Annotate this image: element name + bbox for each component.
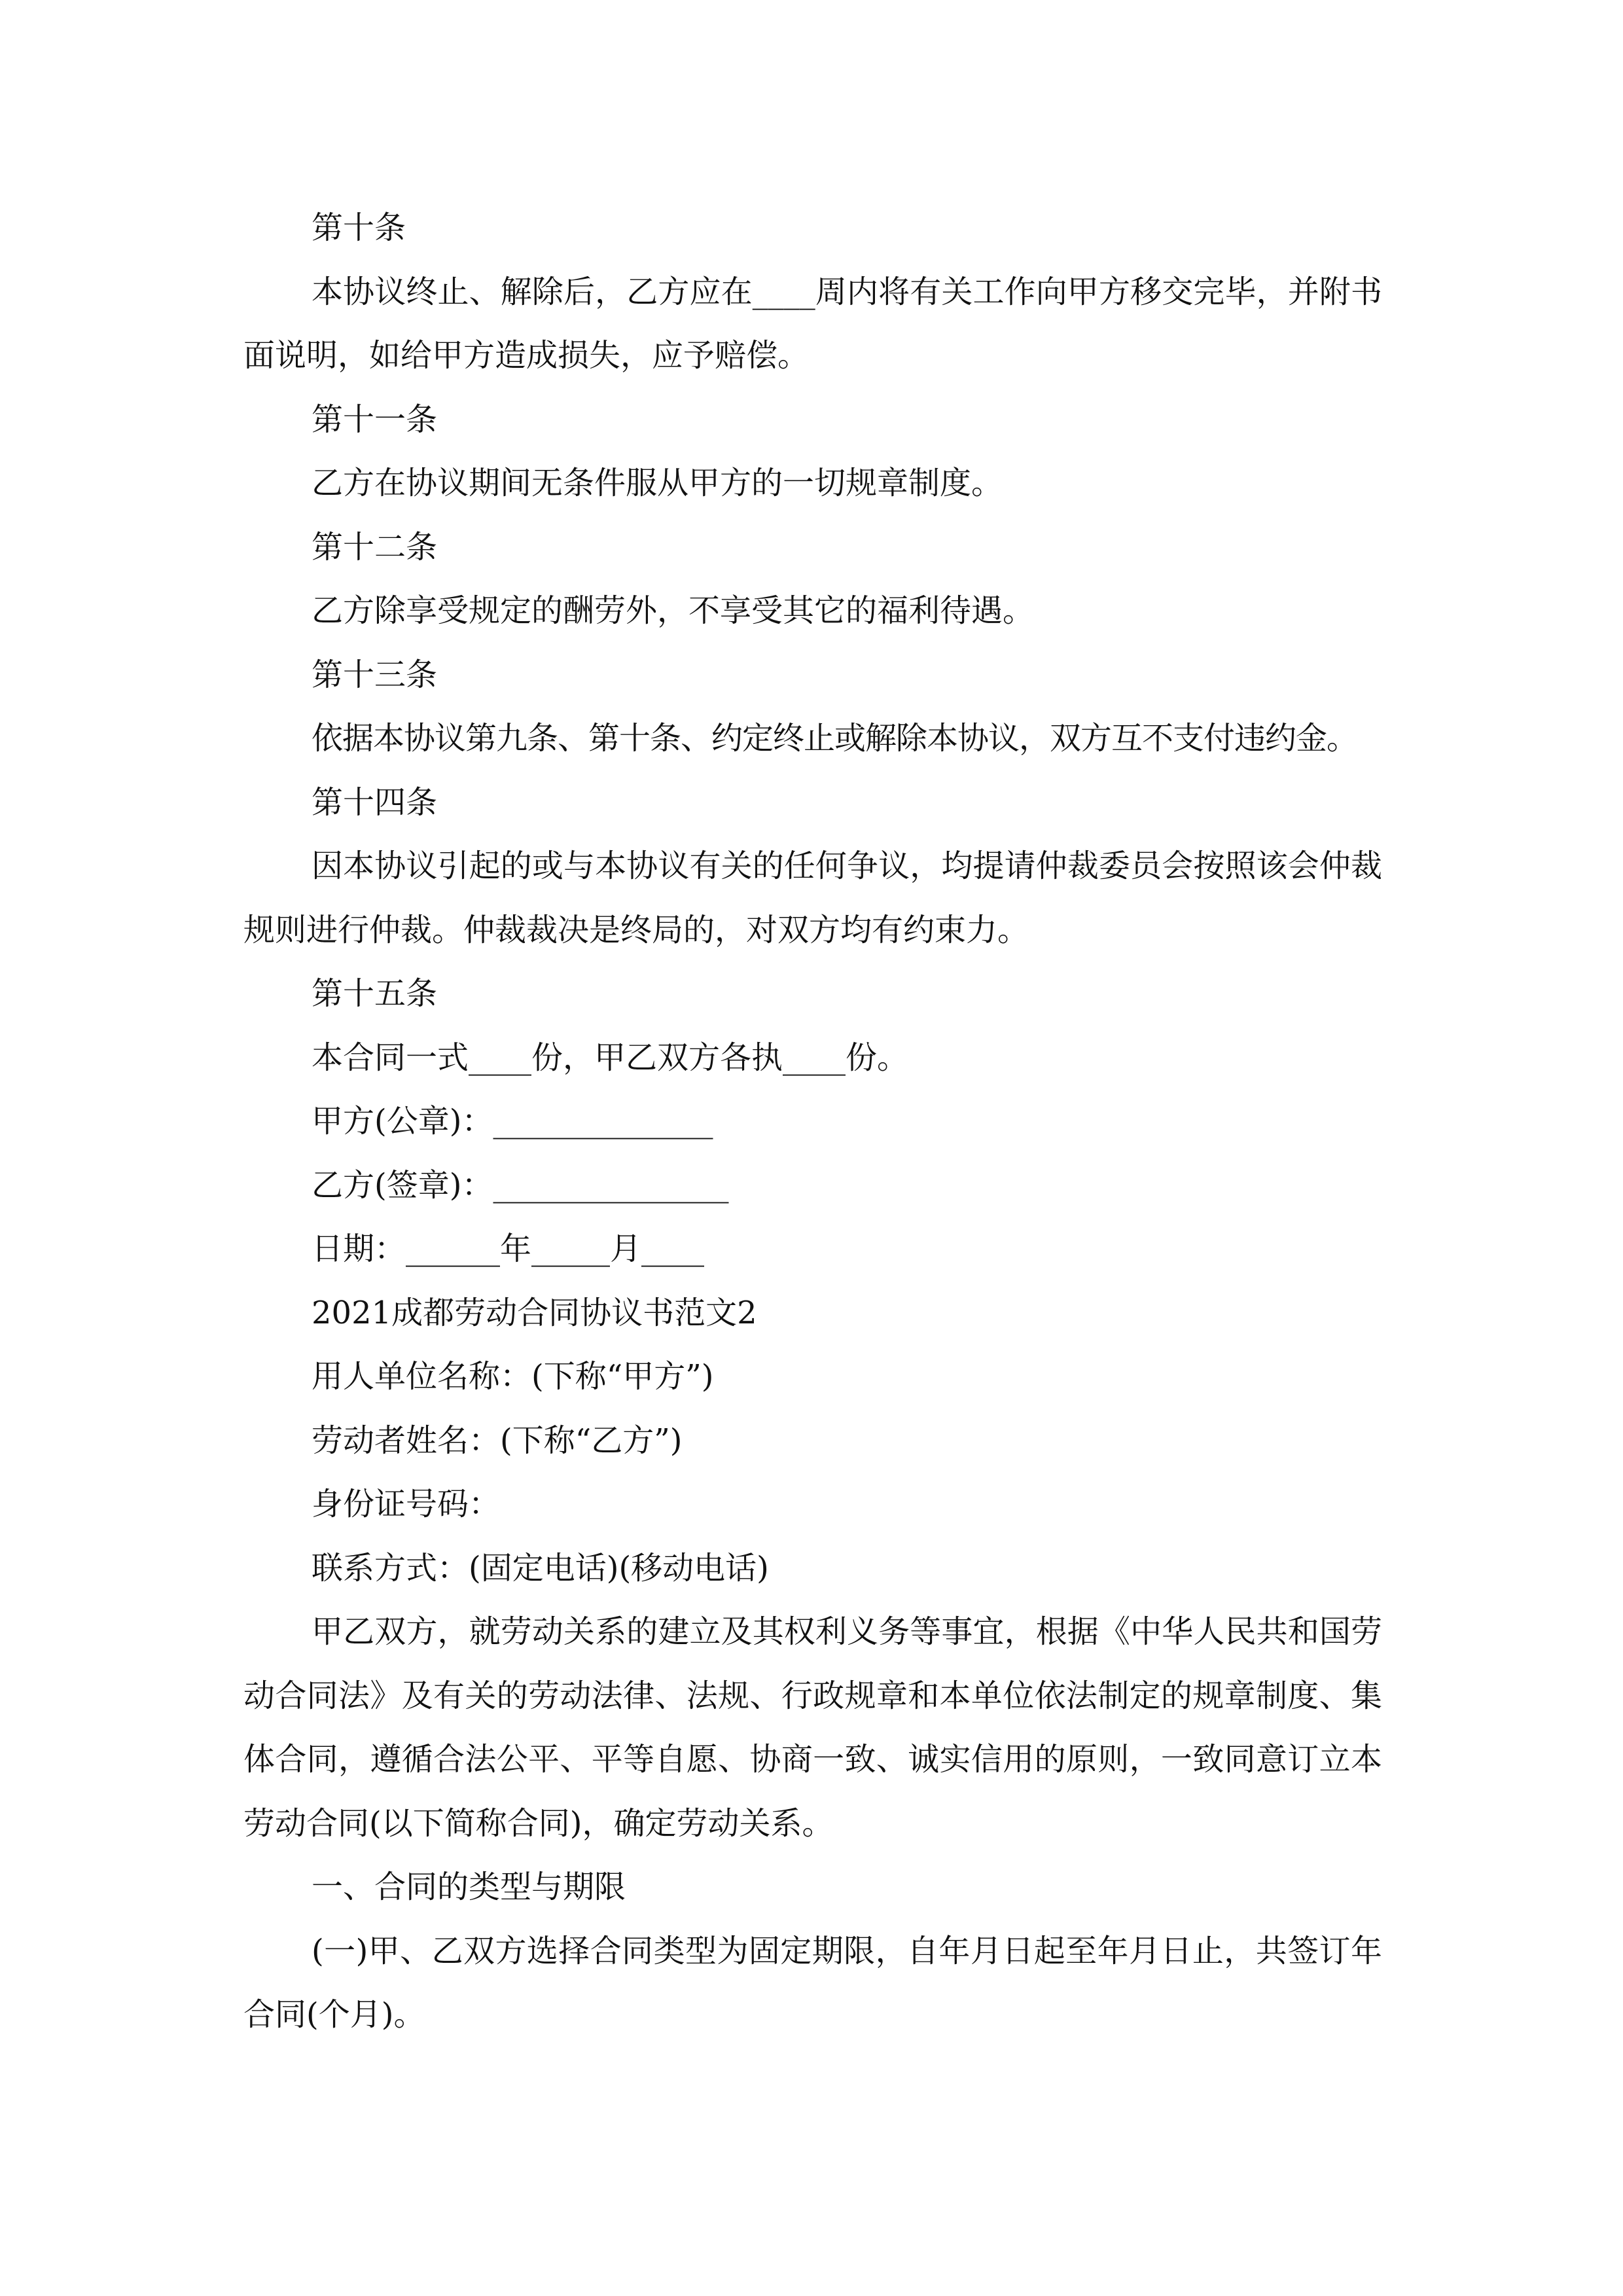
- article-12-heading: 第十二条: [312, 528, 438, 565]
- section-title: 2021成都劳动合同协议书范文2: [312, 1294, 757, 1331]
- article-14-text: 因本协议引起的或与本协议有关的任何争议，均提请仲裁委员会按照该会仲裁规则进行仲裁。仲裁裁决是终局的，对双方均有约束力。: [243, 848, 1382, 948]
- party-b-signature-line: 乙方(签章)：_______________: [312, 1166, 729, 1204]
- employee-name-line: 劳动者姓名：(下称“乙方”): [312, 1422, 683, 1459]
- article-14-heading: 第十四条: [312, 783, 438, 821]
- article-10-text: 本协议终止、解除后，乙方应在____周内将有关工作向甲方移交完毕，并附书面说明，如给甲方造成损失，应予赔偿。: [243, 273, 1382, 374]
- article-13-heading: 第十三条: [312, 656, 438, 693]
- article-12-text: 乙方除享受规定的酬劳外，不享受其它的福利待遇。: [312, 592, 1035, 629]
- date-line: 日期：______年_____月____: [312, 1230, 705, 1267]
- article-11-text: 乙方在协议期间无条件服从甲方的一切规章制度。: [312, 465, 1003, 501]
- article-13-text: 依据本协议第九条、第十条、约定终止或解除本协议，双方互不支付违约金。: [312, 720, 1358, 757]
- article-15-heading: 第十五条: [312, 975, 438, 1012]
- clause-1-1-text: (一)甲、乙双方选择合同类型为固定期限，自年月日起至年月日止，共签订年合同(个月)。: [243, 1932, 1382, 2033]
- article-15-text: 本合同一式____份，甲乙双方各执____份。: [312, 1039, 909, 1076]
- preamble-text: 甲乙双方，就劳动关系的建立及其权利义务等事宜，根据《中华人民共和国劳动合同法》及有关的劳动法律、法规、行政规章和本单位依法制定的规章制度、集体合同，遵循合法公平、平等自愿、协商一致、诚实信用的原则，一致同意订立本劳动合同(以下简称合同)，确定劳动关系。: [243, 1613, 1382, 1842]
- contact-line: 联系方式：(固定电话)(移动电话): [312, 1549, 769, 1587]
- employer-name-line: 用人单位名称：(下称“甲方”): [312, 1358, 714, 1395]
- party-a-seal-line: 甲方(公章)：______________: [312, 1103, 713, 1139]
- article-10-heading: 第十条: [312, 209, 406, 246]
- document-body: [243, 196, 1382, 2047]
- chapter-1-heading: 一、合同的类型与期限: [312, 1869, 626, 1905]
- id-number-line: 身份证号码：: [312, 1486, 501, 1522]
- article-11-heading: 第十一条: [312, 401, 438, 438]
